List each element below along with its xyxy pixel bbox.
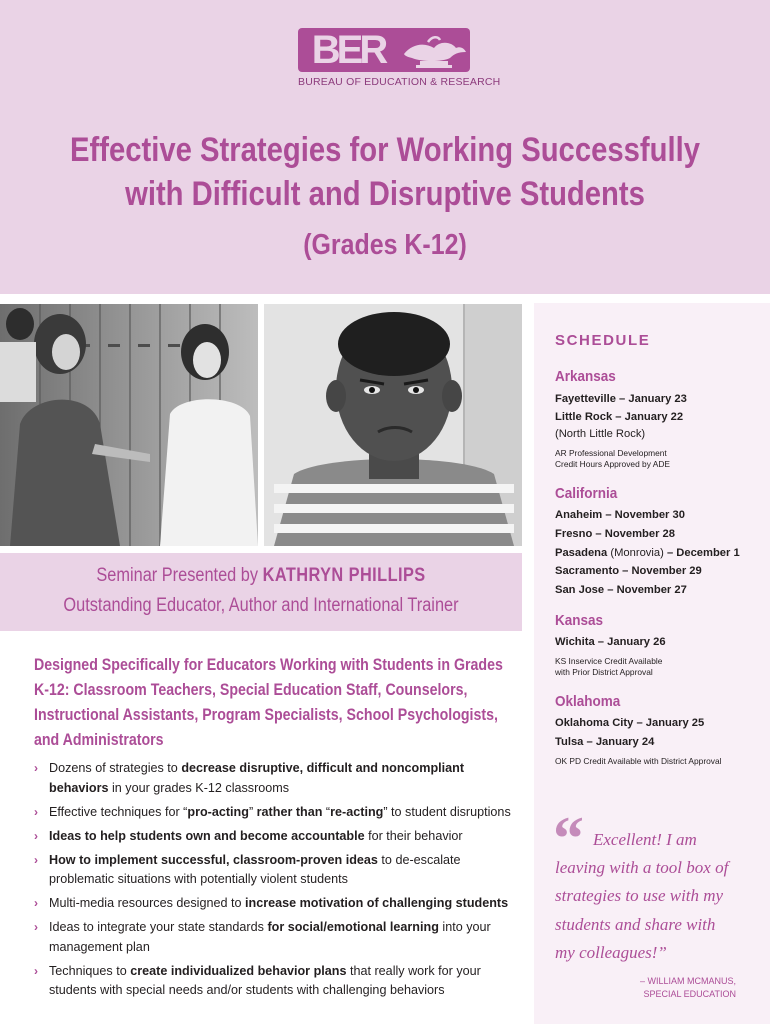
bullet-bold: create individualized behavior plans: [130, 963, 347, 978]
bullet-bold: for social/emotional learning: [267, 920, 439, 934]
testimonial-attribution: [560, 975, 736, 1000]
schedule-date-text: Wichita – January 26: [555, 636, 666, 648]
list-item: [34, 894, 524, 914]
quote-line: leaving with a tool box of: [555, 858, 729, 878]
bullet-bold: Ideas to help students own and become accountable: [49, 828, 365, 843]
credit-note: OK PD Credit Available with District Approval: [555, 756, 722, 766]
quote-line: my colleagues!”: [555, 942, 667, 962]
quote-line: students and share with: [555, 914, 716, 934]
credit-note: AR Professional Development: [555, 448, 667, 458]
bullet-text: that really work for your students with special needs and/or students with challenging behaviors: [49, 963, 481, 997]
presenter-prefix: Seminar Presented by: [96, 565, 263, 586]
presenter-line: [37, 564, 486, 588]
chevron-right-icon: ›: [34, 828, 38, 843]
title-line-2: with Difficult and Disruptive Students: [125, 175, 645, 213]
bullet-text: Ideas to integrate your state standards: [49, 920, 268, 934]
state-kansas: Kansas: [555, 612, 604, 629]
credit-note: Credit Hours Approved by ADE: [555, 459, 670, 469]
grades-subtitle: (Grades K-12): [303, 229, 467, 261]
credit-note: KS Inservice Credit Available: [555, 656, 663, 666]
schedule-date: [555, 525, 675, 543]
chevron-right-icon: ›: [34, 761, 38, 775]
schedule-date-text: Sacramento – November 29: [555, 565, 702, 577]
chevron-right-icon: ›: [34, 804, 38, 819]
state-california: California: [555, 485, 618, 502]
schedule-date: [555, 714, 704, 732]
bullet-text: to de-escalate problematic situations with potentially violent students: [49, 852, 461, 886]
schedule-date: [555, 733, 654, 751]
logo-subtitle: BUREAU OF EDUCATION & RESEARCH: [298, 76, 501, 88]
list-item: [34, 827, 524, 847]
testimonial-quote: [555, 826, 755, 967]
title-line-1: Effective Strategies for Working Successfully: [70, 131, 700, 169]
bullet-text: for their behavior: [364, 828, 463, 843]
bullet-text: ” to student disruptions: [383, 804, 511, 819]
lamp-of-knowledge-icon: [398, 30, 470, 70]
bullet-text: Techniques to: [49, 963, 131, 978]
schedule-location-note: (North Little Rock): [555, 428, 646, 440]
presenter-role: Outstanding Educator, Author and International Trainer: [63, 595, 459, 616]
presenter-name: KATHRYN PHILLIPS: [262, 565, 426, 586]
lockers-photo-art: [0, 304, 258, 546]
bullet-bold: increase motivation of challenging students: [245, 896, 509, 910]
schedule-date-text: San Jose – November 27: [555, 584, 687, 596]
schedule-date: [555, 544, 740, 562]
bullet-bold: rather than: [256, 804, 323, 819]
schedule-date-text: Tulsa – January 24: [555, 736, 655, 748]
list-item: [34, 851, 524, 890]
schedule-date-text: Anaheim – November 30: [555, 509, 685, 521]
chevron-right-icon: ›: [34, 963, 38, 978]
bullet-text: Effective techniques for “: [49, 804, 188, 819]
schedule-date: [555, 506, 685, 524]
state-oklahoma: Oklahoma: [555, 693, 621, 710]
list-item: [34, 918, 524, 957]
attribution-role: SPECIAL EDUCATION: [643, 988, 736, 999]
bullet-text: into your management plan: [49, 920, 491, 954]
schedule-date-text: Fayetteville – January 23: [555, 393, 687, 405]
ber-logo: [298, 26, 501, 90]
main-title: [54, 128, 716, 216]
schedule-date: [555, 408, 683, 426]
bullet-bold: decrease disruptive, difficult and noncompliant behaviors: [49, 761, 465, 795]
schedule-date-text: Fresno – November 28: [555, 528, 676, 540]
logo-letters: BER: [311, 28, 385, 72]
attribution-name: – WILLIAM MCMANUS,: [639, 976, 736, 986]
open-quote-icon: “: [553, 805, 584, 873]
bullet-text: Dozens of strategies to: [49, 761, 182, 775]
schedule-date: [555, 633, 666, 651]
schedule-date-text: Little Rock – January 22: [555, 411, 684, 423]
list-item: [34, 759, 524, 798]
schedule-city: Pasadena: [555, 547, 608, 559]
bullet-bold: re-acting: [330, 804, 384, 819]
list-item: [34, 962, 524, 1001]
bullet-text: “: [322, 804, 331, 819]
chevron-right-icon: ›: [34, 852, 38, 867]
frowning-student-photo: [264, 304, 522, 546]
bullet-text: ”: [248, 804, 257, 819]
bullet-bold: How to implement successful, classroom-proven ideas: [49, 852, 378, 867]
list-item: [34, 803, 524, 823]
schedule-date: [555, 390, 687, 408]
students-talking-at-lockers-photo: [0, 304, 258, 546]
chevron-right-icon: ›: [34, 896, 38, 910]
chevron-right-icon: ›: [34, 920, 38, 934]
student-photo-art: [264, 304, 522, 546]
bullet-bold: pro-acting: [187, 804, 249, 819]
schedule-location-note: (Monrovia): [607, 547, 667, 559]
bullet-text: Multi-media resources designed to: [49, 896, 245, 910]
quote-line: Excellent! I am: [593, 830, 697, 849]
state-arkansas: Arkansas: [555, 368, 616, 385]
bullet-text: in your grades K-12 classrooms: [108, 780, 290, 795]
designed-for-heading: Designed Specifically for Educators Working with Students in Grades K-12: Classroom Teachers, Special Education Staff, Counselors, Instructional Assistants, Program Specialists, School Psychologists, and Administrators: [34, 656, 503, 749]
schedule-date-text: – December 1: [666, 547, 740, 559]
quote-line: strategies to use with my: [555, 886, 724, 906]
credit-note: with Prior District Approval: [555, 667, 653, 677]
benefits-list: [34, 759, 524, 1005]
schedule-date: [555, 562, 702, 580]
schedule-date: [555, 581, 687, 599]
schedule-date-text: Oklahoma City – January 25: [555, 717, 705, 729]
schedule-heading: SCHEDULE: [555, 332, 651, 349]
